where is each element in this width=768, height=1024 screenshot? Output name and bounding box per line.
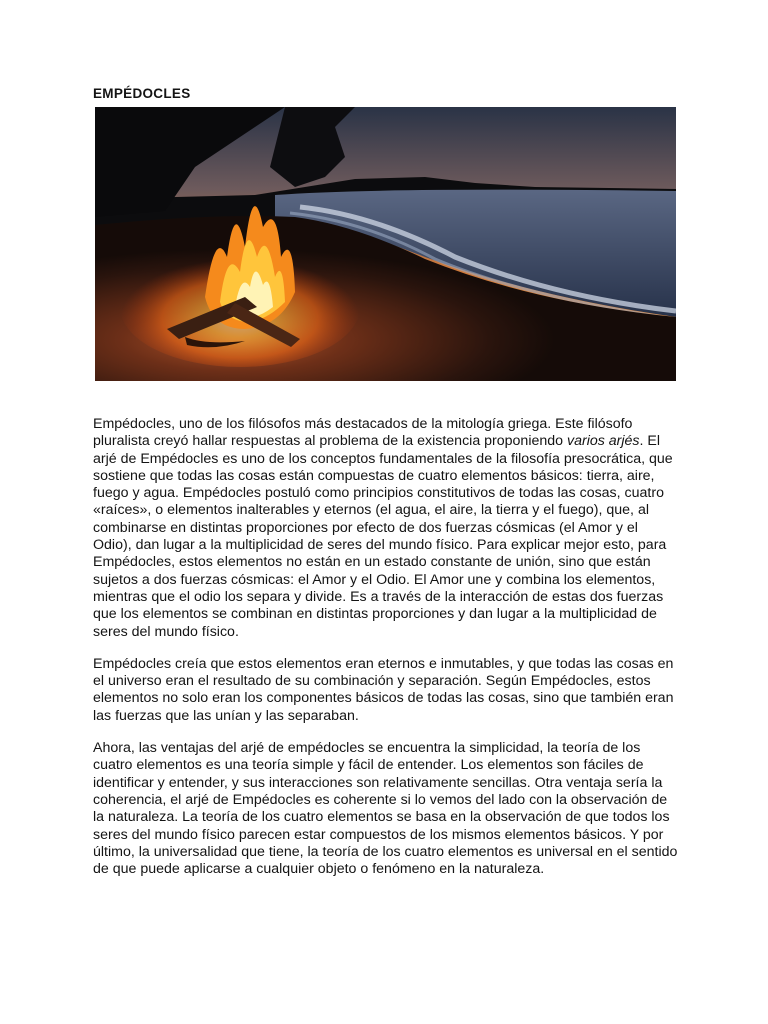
document-title: EMPÉDOCLES <box>93 86 191 101</box>
campfire-beach-photo <box>95 107 676 381</box>
paragraph-elements: Empédocles creía que estos elementos eran eternos e inmutables, y que todas las cosas en el universo eran el resultado de su combinación y separación. Según Empédocles, estos elementos no solo eran los componentes básicos de todas las cosas, sino que también eran las fuerzas que las unían y las separaban. <box>93 655 674 724</box>
paragraph-advantages: Ahora, las ventajas del arjé de empédocles se encuentra la simplicidad, la teoría de los cuatro elementos es una teoría simple y fácil de entender. Los elementos son fáciles de identificar y entender, y sus interacciones son relativamente sencillas. Otra ventaja sería la coherencia, el arjé de Empédocles es coherente si lo vemos del lado con la observación de la naturaleza. La teoría de los cuatro elementos se basa en la observación de que todos los seres del mundo físico parecen estar compuestos de los mismos elementos básicos. Y por último, la universalidad que tiene, la teoría de los cuatro elementos es universal en el sentido de que puede aplicarse a cualquier objeto o fenómeno en la naturaleza. <box>93 740 678 878</box>
body-text <box>93 416 678 893</box>
italic-phrase: varios arjés <box>566 433 640 450</box>
paragraph-intro: Empédocles, uno de los filósofos más destacados de la mitología griega. Este filósofo pluralista creyó hallar respuestas al problema de la existencia proponiendo varios arjés. El arjé de Empédocles es uno de los conceptos fundamentales de la filosofía presocrática, que sostiene que todas las cosas están compuestas de cuatro elementos básicos: tierra, aire, fuego y agua. Empédocles postuló como principios constitutivos de todas las cosas, cuatro «raíces», o elementos inalterables y eternos (el agua, el aire, la tierra y el fuego), que, al combinarse en distintas proporciones por efecto de dos fuerzas cósmicas (el Amor y el Odio), dan lugar a la multiplicidad de seres del mundo físico. Para explicar mejor esto, para Empédocles, estos elementos no están en un estado constante de unión, sino que están sujetos a dos fuerzas cósmicas: el Amor y el Odio. El Amor une y combina los elementos, mientras que el odio los separa y divide. Es a través de la interacción de estas dos fuerzas que los elementos se combinan en distintas proporciones y dan lugar a la multiplicidad de seres del mundo físico. <box>93 416 673 640</box>
